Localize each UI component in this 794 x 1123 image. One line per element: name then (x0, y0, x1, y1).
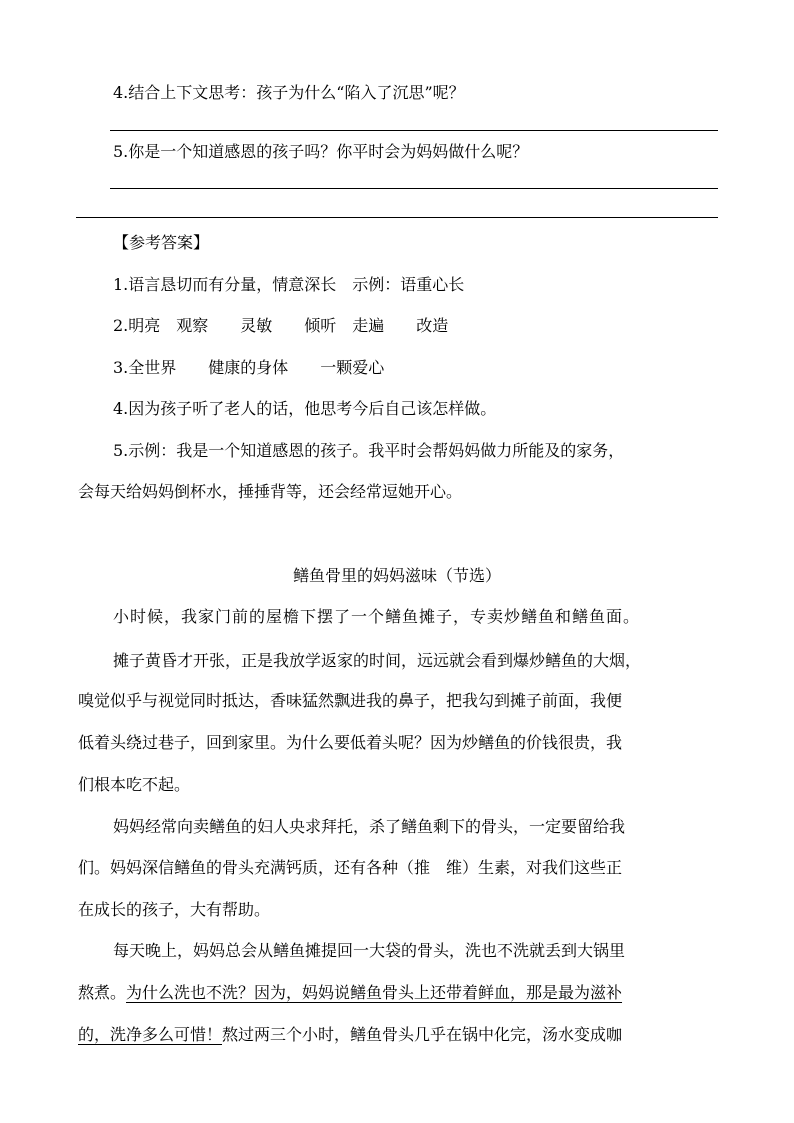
question-5: 5.你是一个知道感恩的孩子吗？你平时会为妈妈做什么呢？ (113, 142, 529, 161)
answers-heading: 【参考答案】 (113, 233, 210, 252)
paragraph-4-line-3 (78, 1025, 622, 1045)
answer-1: 1.语言恳切而有分量，情意深长 示例：语重心长 (113, 275, 465, 294)
answer-2: 2.明亮 观察 灵敏 倾听 走遍 改造 (113, 316, 449, 335)
underlined-passage-end: 的，洗净多么可惜！ (78, 1025, 223, 1044)
section-divider (76, 217, 718, 218)
paragraph-2-line-4: 们根本吃不起。 (78, 775, 191, 794)
question-4: 4.结合上下文思考：孩子为什么“陷入了沉思”呢？ (113, 83, 465, 102)
article-title: 鳝鱼骨里的妈妈滋味（节选） (292, 566, 501, 585)
paragraph-4-text-cont: 熬过两三个小时，鳝鱼骨头几乎在锅中化完，汤水变成咖 (222, 1025, 623, 1044)
paragraph-4-line-2 (78, 983, 622, 1003)
answer-5-line-1: 5.示例：我是一个知道感恩的孩子。我平时会帮妈妈做力所能及的家务， (113, 441, 625, 460)
paragraph-4-line-1: 每天晚上，妈妈总会从鳝鱼摊提回一大袋的骨头，洗也不洗就丢到大锅里 (113, 941, 626, 960)
answer-line-5[interactable] (110, 188, 718, 189)
underlined-passage: 为什么洗也不洗？因为，妈妈说鳝鱼骨头上还带着鲜血，那是最为滋补 (126, 983, 623, 1002)
answer-line-4[interactable] (110, 130, 718, 131)
paragraph-1: 小时候，我家门前的屋檐下摆了一个鳝鱼摊子，专卖炒鳝鱼和鳝鱼面。 (113, 607, 641, 626)
paragraph-2-line-2: 嗅觉似乎与视觉同时抵达，香味猛然飘进我的鼻子，把我勾到摊子前面，我便 (78, 691, 623, 710)
answer-5-line-2: 会每天给妈妈倒杯水，捶捶背等，还会经常逗她开心。 (78, 482, 463, 501)
paragraph-3-line-3: 在成长的孩子，大有帮助。 (78, 900, 271, 919)
paragraph-3-line-2: 们。妈妈深信鳝鱼的骨头充满钙质，还有各种（推 维）生素，对我们这些正 (78, 858, 623, 877)
paragraph-3-line-1: 妈妈经常向卖鳝鱼的妇人央求拜托，杀了鳝鱼剩下的骨头，一定要留给我 (113, 817, 626, 836)
answer-3: 3.全世界 健康的身体 一颗爱心 (113, 358, 385, 377)
paragraph-2-line-3: 低着头绕过巷子，回到家里。为什么要低着头呢？因为炒鳝鱼的价钱很贵，我 (78, 733, 623, 752)
answer-4: 4.因为孩子听了老人的话，他思考今后自己该怎样做。 (113, 399, 497, 418)
paragraph-4-text: 熬煮。 (78, 983, 127, 1002)
paragraph-2-line-1: 摊子黄昏才开张，正是我放学返家的时间，远远就会看到爆炒鳝鱼的大烟， (113, 651, 642, 670)
